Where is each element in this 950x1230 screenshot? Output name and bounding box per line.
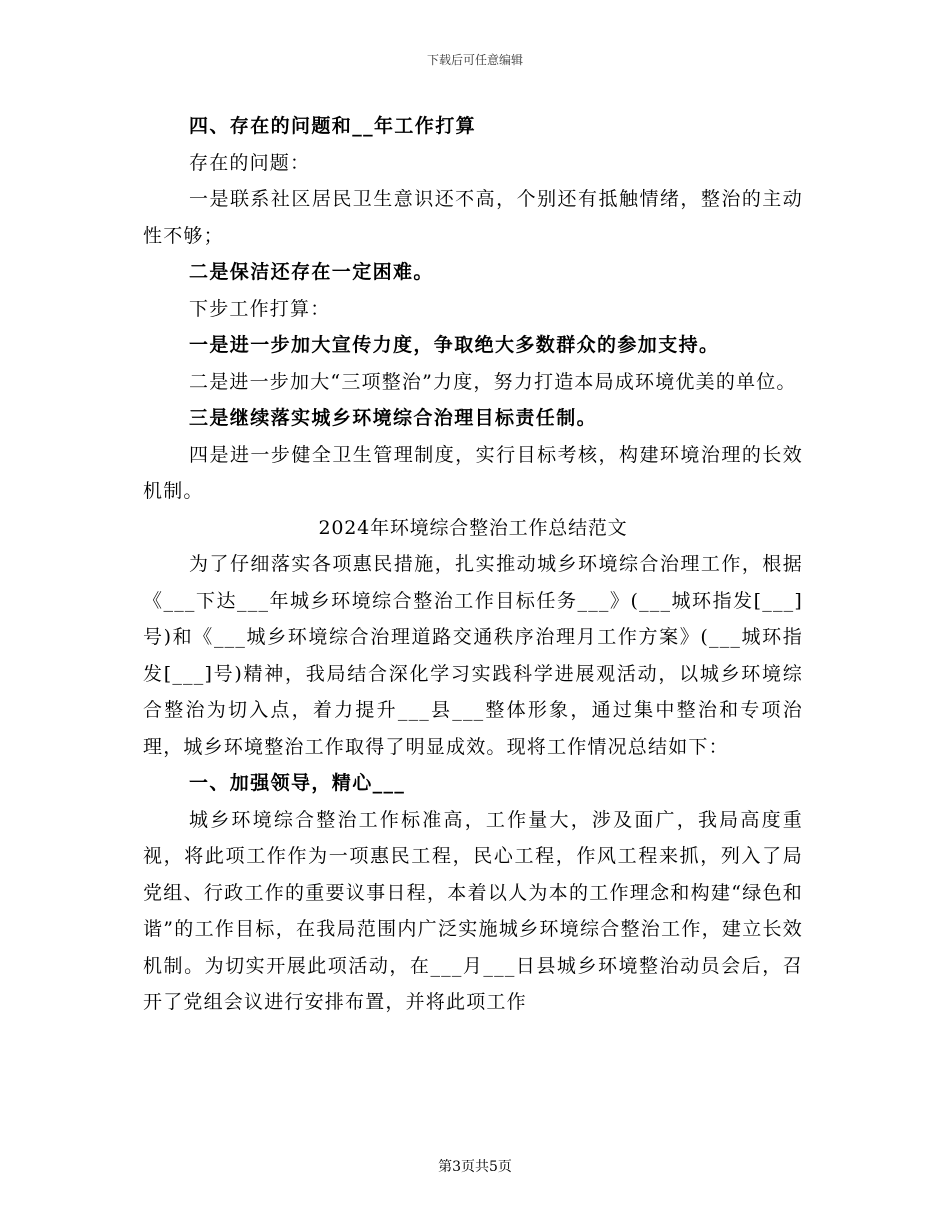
section1-heading: 一、加强领导，精心___ — [189, 772, 406, 794]
plan-2: 二是进一步加大“三项整治”力度，努力打造本局成环境优美的单位。 — [189, 370, 797, 393]
problem-1: 一是联系社区居民卫生意识还不高，个别还有抵触情绪，整治的主动性不够； — [143, 188, 803, 247]
section4-heading: 四、存在的问题和__年工作打算 — [189, 115, 477, 137]
page-footer: 第3页共5页 — [438, 1159, 512, 1175]
article-title: 2024年环境综合整治工作总结范文 — [318, 516, 628, 539]
section1-body: 城乡环境综合整治工作标准高，工作量大，涉及面广，我局高度重视，将此项工作作为一项惠民工程，民心工程，作风工程来抓，列入了局党组、行政工作的重要议事日程，本着以人为本的工作理念和构建“绿色和谐”的工作目标，在我局范围内广泛实施城乡环境综合整治工作，建立长效机制。为切实开展此项活动，在___月___日县城乡环境整治动员会后，召开了党组会议进行安排布置，并将此项工作 — [143, 808, 803, 1013]
problem-2: 二是保洁还存在一定困难。 — [189, 261, 434, 283]
page-header-note: 下载后可任意编辑 — [426, 53, 523, 67]
plan-label: 下步工作打算： — [189, 297, 331, 320]
problems-label: 存在的问题： — [189, 151, 311, 174]
plan-1: 一是进一步加大宣传力度，争取绝大多数群众的参加支持。 — [189, 334, 720, 356]
plan-4: 四是进一步健全卫生管理制度，实行目标考核，构建环境治理的长效机制。 — [143, 443, 803, 502]
document-body — [143, 108, 803, 1021]
article-intro: 为了仔细落实各项惠民措施，扎实推动城乡环境综合治理工作，根据《___下达___年城乡环境综合整治工作目标任务___》(___城环指发[___]号)和《___城乡环境综合治理道路交通秩序治理月工作方案》(___城环指发[___]号)精神，我局结合深化学习实践科学进展观活动，以城乡环境综合整治为切入点，着力提升___县___整体形象，通过集中整治和专项治理，城乡环境整治工作取得了明显成效。现将工作情况总结如下： — [143, 553, 803, 758]
plan-3: 三是继续落实城乡环境综合治理目标责任制。 — [189, 407, 598, 429]
